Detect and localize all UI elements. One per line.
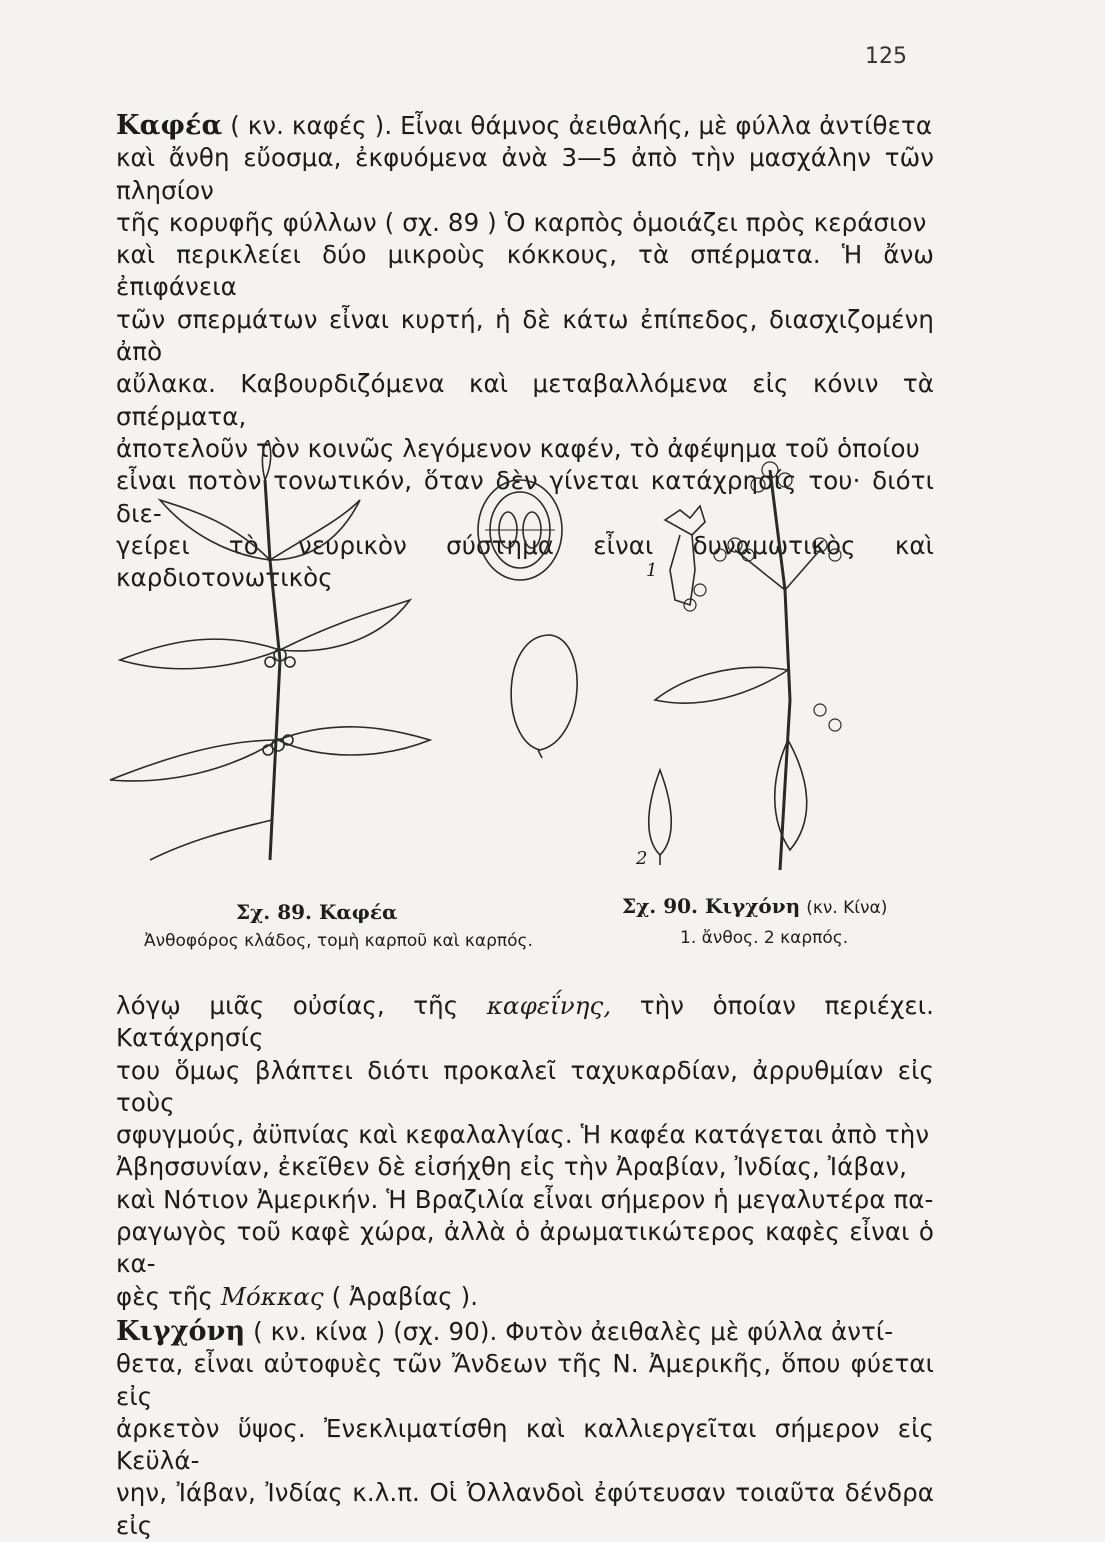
figure-label-2: 2: [636, 848, 648, 869]
text-line: Κιγχόνη ( κν. κίνα ) (σχ. 90). Φυτὸν ἀειθαλὲς μὲ φύλλα ἀντί-: [116, 1315, 894, 1347]
text-line: καὶ ἄνθη εὔοσμα, ἐκφυόμενα ἀνὰ 3—5 ἀπὸ τὴν μασχάλην τῶν πλησίον: [116, 143, 934, 205]
text-line: καὶ περικλείει δύο μικροὺς κόκκους, τὰ σπέρματα. Ἡ ἄνω ἐπιφάνεια: [116, 240, 934, 302]
cinchona-flower-illustration: [665, 506, 705, 605]
text-line: Καφέα ( κν. καφές ). Εἶναι θάμνος ἀειθαλής, μὲ φύλλα ἀντίθετα: [116, 110, 933, 141]
coffee-continuation-and-cinchona: [116, 990, 934, 1542]
text-line: τῆς κορυφῆς φύλλων ( σχ. 89 ) Ὁ καρπὸς ὁμοιάζει πρὸς κεράσιον: [116, 207, 927, 237]
cinchona-fruit-illustration: [649, 770, 672, 865]
text-line: λόγῳ μιᾶς οὐσίας, τῆς καφεΐνης, τὴν ὁποίαν περιέχει. Κατάχρησίς: [116, 991, 935, 1053]
heading-kigchoni: Κιγχόνη: [116, 1315, 246, 1347]
text-line: του ὅμως βλάπτει διότι προκαλεῖ ταχυκαρδίαν, ἀρρυθμίαν εἰς τοὺς: [116, 1055, 934, 1117]
text-line: ραγωγὸς τοῦ καφὲ χώρα, ἀλλὰ ὁ ἀρωματικώτερος καφὲς εἶναι ὁ κα-: [116, 1217, 934, 1279]
heading-kafea: Καφέα: [116, 110, 223, 141]
page-number: 125: [865, 44, 907, 69]
figure-label-1: 1: [646, 560, 658, 581]
text-line: εἶναι ποτὸν τονωτικόν, ὅταν δὲν γίνεται κατάχρησίς του· διότι διε-: [116, 466, 934, 528]
text-line: σφυγμούς, ἀϋπνίας καὶ κεφαλαλγίας. Ἡ καφέα κατάγεται ἀπὸ τὴν: [116, 1120, 930, 1150]
cinchona-branch-illustration: [655, 462, 841, 870]
caption-fig89-subtitle: Ἀνθοφόρος κλάδος, τομὴ καρποῦ καὶ καρπός.: [144, 931, 533, 951]
figures-area: [80, 440, 960, 940]
caption-fig90-subtitle: 1. ἄνθος. 2 καρπός.: [680, 928, 849, 948]
text-line: ἀρκετὸν ὕψος. Ἐνεκλιματίσθη καὶ καλλιεργεῖται σήμερον εἰς Κεϋλά-: [116, 1413, 934, 1476]
coffee-branch-illustration: [110, 440, 430, 860]
text-line: ἀποτελοῦν τὸν κοινῶς λεγόμενον καφέν, τὸ ἀφέψημα τοῦ ὁποίου: [116, 433, 920, 463]
botanical-illustrations: [80, 440, 960, 900]
text-line: αὔλακα. Καβουρδιζόμενα καὶ μεταβαλλόμενα εἰς κόνιν τὰ σπέρματα,: [116, 369, 934, 431]
text-line: φὲς τῆς Μόκκας ( Ἀραβίας ).: [116, 1281, 479, 1311]
caption-fig90-title: Σχ. 90. Κιγχόνη (κν. Κίνα): [622, 894, 888, 918]
text-line: τῶν σπερμάτων εἶναι κυρτή, ἡ δὲ κάτω ἐπίπεδος, διασχιζομένη ἀπὸ: [116, 304, 934, 367]
text-line: Ἀβησσυνίαν, ἐκεῖθεν δὲ εἰσήχθη εἰς τὴν Ἀραβίαν, Ἰνδίας, Ἰάβαν,: [116, 1152, 908, 1182]
text-line: θετα, εἶναι αὐτοφυὲς τῶν Ἄνδεων τῆς Ν. Ἀμερικῆς, ὅπου φύεται εἰς: [116, 1349, 934, 1411]
text-line: γείρει τὸ νευρικὸν σύστημα εἶναι δυναμωτικὸς καὶ καρδιοτονωτικὸς: [116, 530, 934, 593]
coffee-fruit-illustration: [511, 635, 577, 758]
text-line: νην, Ἰάβαν, Ἰνδίας κ.λ.π. Οἱ Ὀλλανδοὶ ἐφύτευσαν τοιαῦτα δένδρα εἰς: [116, 1478, 934, 1540]
caption-fig89-title: Σχ. 89. Καφέα: [236, 900, 398, 924]
coffee-fruit-section-illustration: [478, 480, 562, 580]
text-line: καὶ Νότιον Ἀμερικήν. Ἡ Βραζιλία εἶναι σήμερον ἡ μεγαλυτέρα πα-: [116, 1184, 934, 1214]
